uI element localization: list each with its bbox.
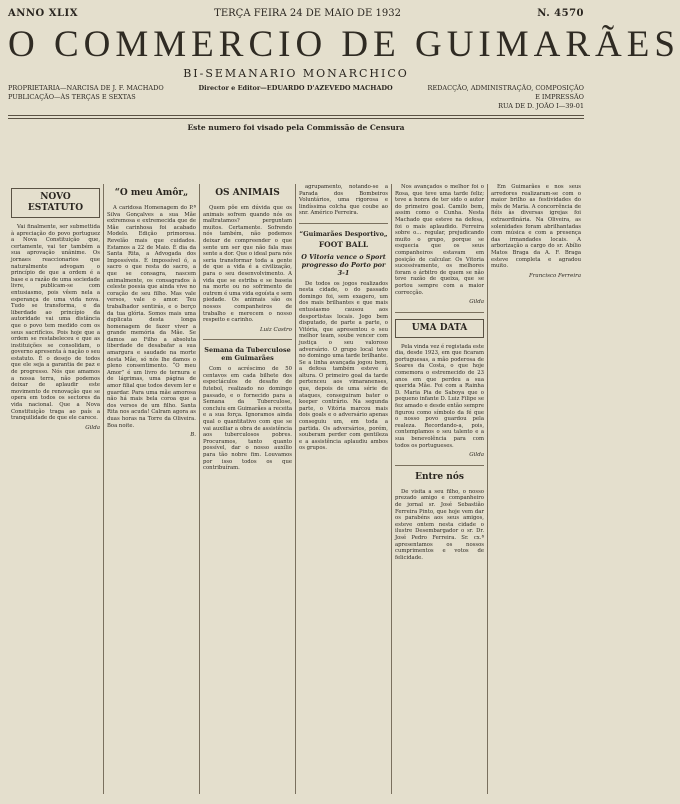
masthead-meta [8, 84, 584, 111]
separator [395, 312, 484, 313]
article-body: Em Guimarães e nos seus arredores realizaram-se com o maior brilho as festividades do mês de Maria. A concorrência de fiéis às diversas igrejas foi extraordinária. Na Oliveira, as solenidades foram abrilhantadas com música e com a presença das irmandades locais. A arborização a cargo do sr. Abílio Matos Braga da A. F. Braga esteve completa e agradou muito. [491, 184, 581, 270]
address-label: RUA DE D. JOÃO I—39-01 [498, 102, 584, 110]
article-body: A caridosa Homenagem do P.ª Silva Gonçalves a sua Mãe extremosa e extremecida que de Mãe carinhosa foi acabado Modelo. Edição primorosa. Revelão mais que cuidados. Estamos a 22 de Maio. É dia da Santa Rita, a Advogada dos Impossíveis. É impossível ó, a sacro o que resta do sacro, a que se consagra, nascem animalmente, os consagrados à celeste poesia que ainda vive no coração de seu filho. Mas vale versos, vale o amor. Teu trabalhador sentirás, e o berço da tua glória. Somos mais uma duplicata desta longa homenagem de fazer viver a grande memória da Mãe. Se damos ao Filho a absoluta liberdade de desabafar a sua amargura e saudade na morte desta Mãe, só nós lhe damos o pleno consentimento. “O meu Amor” é um livro de ternura e de lágrimas, uma página de amor filial que todos devem ler e guardar. Para uma mãe amorosa não há mais bela coroa que a dos versos de um filho. Santa Rita nos acuda! Calram agora as duas horas na Torre da Oliveira. Boa noite. [107, 205, 196, 429]
columns [8, 184, 584, 794]
rule-top [8, 115, 584, 116]
publication-label: PUBLICAÇÃO—ÀS TERÇAS E SEXTAS [8, 93, 136, 101]
owner-label: PROPRIETARIA—NARCISA DE J. F. MACHADO [8, 84, 164, 92]
article-title-tuberculose: Semana da Tuberculose em Guimarães [204, 346, 291, 363]
top-line [8, 4, 584, 19]
column-1 [8, 184, 104, 794]
article-title-meu-amor: “O meu Amôr„ [114, 188, 189, 198]
column-4 [296, 184, 392, 794]
article-signature: B. [190, 432, 196, 439]
column-5 [392, 184, 488, 794]
article-body: agrupamento, notando-se a Parada dos Bombeiros Voluntários, uma rigorosa e lindíssima colcha que coube ao snr. Américo Ferreira. [299, 184, 388, 217]
article-body: Quem pôe em dúvida que os animais sofrem quando nós os maltratamos? perguntam muitos. Certamente. Sofrendo nós também, não podemos deixar de compreender o que sente um ser que não fala mas sente a dor. Que o ideal para nós seria transformar toda a gente de que a vida é a civilização, para o seu desenvolvimento. A vida que se estriba e se baseia na morte ou no sofrimento de outrem é uma vida egoísta e sem piedade. Os animais são os nossos companheiros de trabalho e merecem o nosso respeito e carinho. [203, 205, 292, 324]
article-body: Nos avançados o melhor foi o Rosa, que teve uma tarde feliz; teve a honra de ter sido o autor do primeiro goal. Camilo bem, assim como o Cunha. Nesta Machado que esteve na defesa, foi o mais aplaudido. Ferreira sobre o... regular, prejudicando muito o grupo, porque se esquecia que os seus companheiros estavam em posição de calcular. Os Vitoria sucessivamente, os melhores foram o árbitro de quem se não teve razão de queixa, que se portou sempre com a maior correcção. [395, 184, 484, 296]
article-subtitle-vitoria: O Vitoria vence o Sport progresso do Porto por 3-1 [301, 252, 386, 277]
article-signature: Francisco Ferreira [528, 272, 581, 279]
article-signature: Gilda [469, 299, 484, 306]
article-title-os-animais: OS ANIMAIS [215, 188, 280, 198]
article-signature: Gilda [85, 424, 100, 431]
separator [395, 465, 484, 466]
meta-center [199, 84, 393, 111]
date-label: TERÇA FEIRA 24 DE MAIO DE 1932 [214, 8, 401, 19]
article-body: Pela vinda vez é registada este dia, desde 1923, em que ficaram portuguesas, a mão poderosa de Soares da Costa, o que hoje comemora o estremecido de 23 anos em que perdeu a sua querida Mãe. Foi com a Rainha D. Maria Pia de Saboya que o pequeno infante D. Luiz Filipe se fez amado e desde então sempre figurou como símbolo da fé que o nosso povo guardou pela realeza. Recordando-a, pois, contemplamos o seu talento e a sua benevolência para com todos os portugueses. [395, 343, 484, 449]
meta-right [428, 84, 584, 111]
redaction-label: REDACÇÃO, ADMINISTRAÇÃO, COMPOSIÇÃO [427, 84, 584, 92]
newspaper-title: O COMMERCIO DE GUIMARÃES [8, 24, 680, 65]
article-title-entre-nos: Entre nós [415, 471, 464, 482]
column-6 [488, 184, 584, 794]
article-subtitle-football: FOOT BALL [318, 239, 369, 249]
article-title-novo-estatuto: NOVO ESTATUTO [11, 188, 100, 218]
newspaper-subtitle: BI-SEMANARIO MONARCHICO [183, 67, 409, 80]
article-signature: Gilda [469, 452, 484, 459]
article-body: De visita a seu filho, o nosso prezado amigo e companheiro de jornal sr. José Sebastião Ferreira Pinto, que hoje vem dar os parabéns aos seus amigos, esteve ontem nesta cidade o ilustre Desembargador o sr. Dr. José Pedro Ferreira. Sr. cx.ª apresentamos os nossos cumprimentos e votos de felicidade. [395, 488, 484, 561]
meta-left [8, 84, 164, 111]
director-label: Director e Editor—EDUARDO D'AZEVEDO MACHADO [198, 84, 393, 92]
newspaper-page [8, 4, 680, 796]
column-3 [200, 184, 296, 794]
year-label: ANNO XLIX [8, 8, 78, 19]
rule-bottom [8, 118, 584, 119]
article-title-guimaraes-desportivo: “Guimarães Desportivo„ [299, 229, 388, 238]
issue-number: N. 4570 [537, 8, 584, 19]
article-title-uma-data: UMA DATA [395, 319, 484, 338]
article-body: Com o acréscimo de 50 centavos em cada bilhete dos espectáculos de desafio de futebol, realizado no domingo passado, e o fornecido para a Semana da Tuberculose, concluiu em Guimarães a receita e a sua força. Ignoramos ainda qual o quantitativo com que se vai auxiliar a obra de assistência aos tuberculosos pobres. Procuramos, tanto quanto possível, dar o nosso auxílio para tão nobre fim. Louvamos por isso todos os que contribuíram. [203, 366, 292, 472]
article-body: De todos os jogos realizados nesta cidade, o do passado domingo foi, sem exagero, um dos mais brilhantes e que mais entusiasmo causou aos desportistas locais. Jogo bem disputado, de parte a parte, o Vitória, que apresentou o seu melhor team, soube vencer com justiça o seu valoroso adversário. O grupo local teve no domingo uma tarde brilhante. Se a linha avançada jogou bem, a defesa também esteve à altura. O primeiro goal da tarde pertenceu aos vimaranenses, que, depois de uma série de ataques, conseguiram bater o keeper contrário. Na segunda parte, o Vitória marcou mais dois goals e o adversário apenas conseguiu um, em toda a partida. Os adversários, porém, souberam perder com gentileza e a assistência aplaudiu ambos os grupos. [299, 280, 388, 452]
redaction-label-2: E IMPRESSÃO [535, 93, 584, 101]
separator [203, 339, 292, 340]
article-signature: Luiz Castro [259, 326, 292, 333]
column-2 [104, 184, 200, 794]
article-body: Vai finalmente, ser submettida à apreciação do povo portuguez a Nova Constituição que, certamente, vai ter também a sua aprovação unânime. Os jornaes reaccionarios que naturalmente advogam o princípio de que a ordem é a base e a razão de uma sociedade livre, publicam-se com entusiasmo, pois vêem nela a esperança de uma vida nova. Tudo se transforma, e da liberdade ao princípio da autoridade vai uma distância que o povo tem medido com os seus sacrifícios. Pois hoje que a ordem se restabeleceu e que as instituições se consolidam, o governo apresenta à nação o seu estatuto. É o desejo de todos que ele seja a garantia de paz e de progresso. Nós que amamos a nossa terra, não podemos deixar de aplaudir este movimento de renovação que se opera em todos os sectores da vida nacional. Que a Nova Constituição traga ao país a tranquilidade de que ele carece. [11, 224, 100, 422]
separator [299, 223, 388, 224]
censor-notice: Este numero foi visado pela Commissão de Censura [187, 123, 405, 132]
